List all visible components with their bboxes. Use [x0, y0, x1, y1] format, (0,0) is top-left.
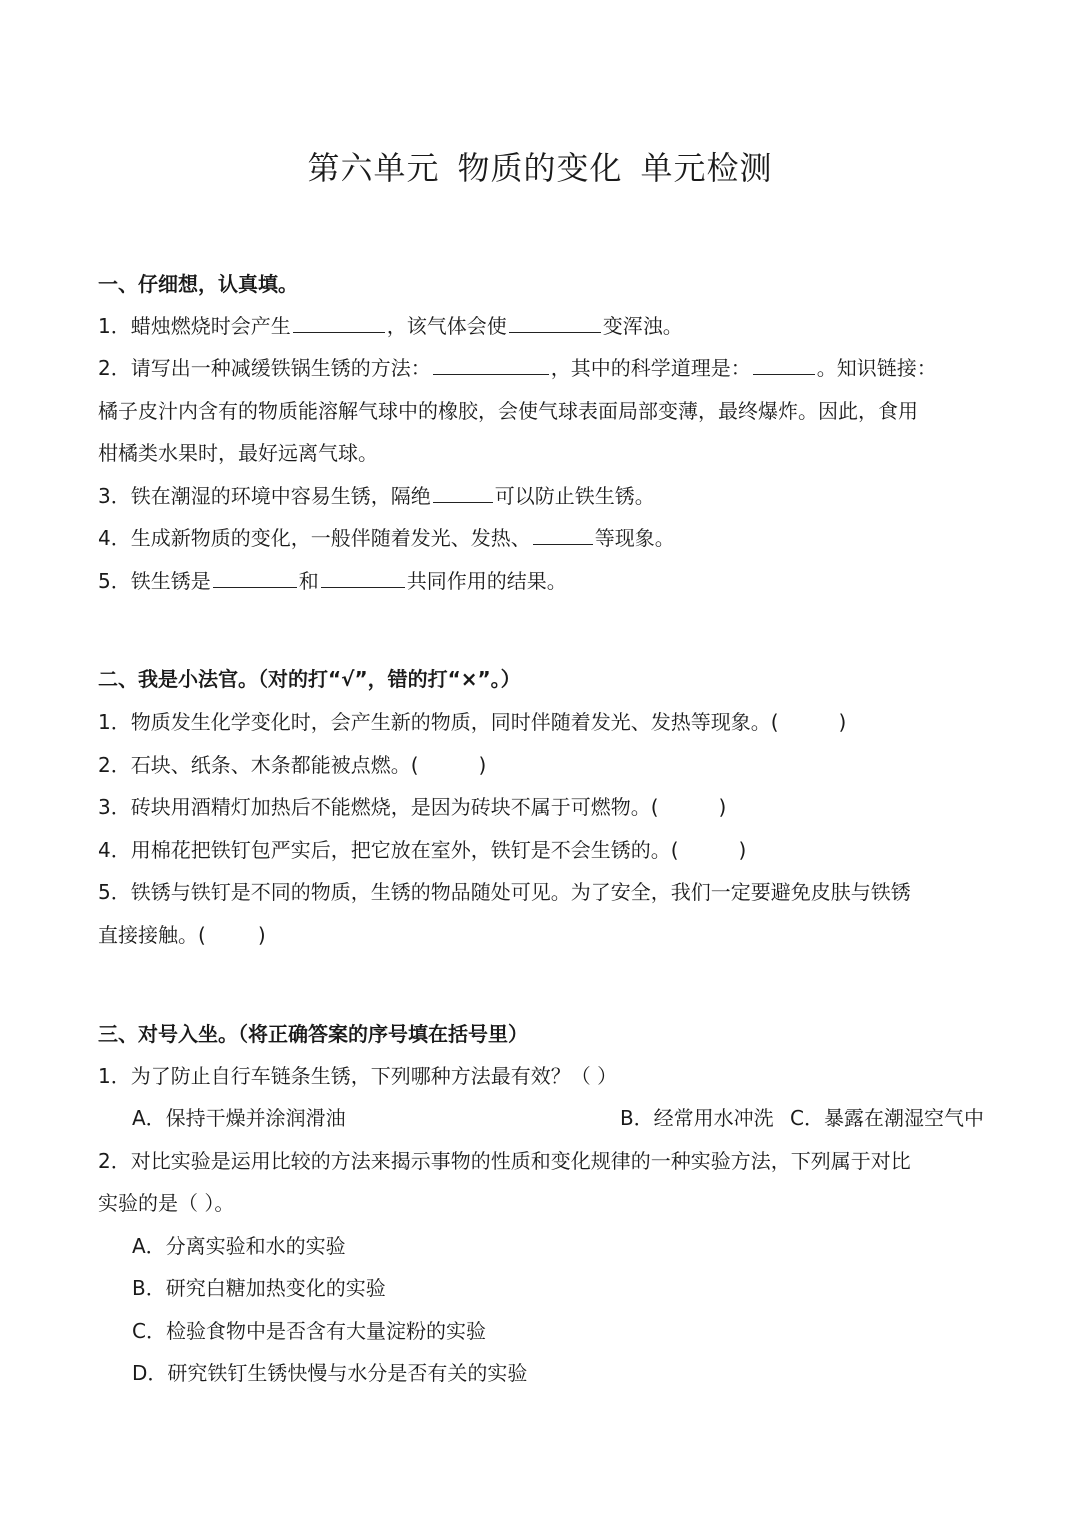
section3-q1-option-c[interactable]: C．暴露在潮湿空气中 [790, 1106, 984, 1130]
section3-q2-stem-line2: 实验的是（ ）。 [98, 1191, 235, 1215]
section2-q2: 2．石块、纸条、木条都能被点燃。( ) [98, 753, 487, 777]
title-unit: 第六单元 [307, 149, 440, 187]
section2-q3: 3．砖块用酒精灯加热后不能燃烧，是因为砖块不属于可燃物。( ) [98, 795, 727, 819]
page-title [0, 143, 1080, 193]
section2-heading: 二、我是小法官。（对的打“√”，错的打“×”。） [98, 667, 521, 691]
section1-q4: 4．生成新物质的变化，一般伴随着发光、发热、 等现象。 [98, 526, 675, 550]
title-topic: 物质的变化 [457, 149, 623, 187]
answer-blank[interactable] [321, 567, 405, 588]
section1-q1: 1．蜡烛燃烧时会产生 ，该气体会使 变浑浊。 [98, 314, 683, 338]
section2-q5-line2: 直接接触。( ) [98, 923, 266, 947]
section3-q1-stem: 1．为了防止自行车链条生锈，下列哪种方法最有效？（ ） [98, 1064, 618, 1088]
answer-blank[interactable] [213, 567, 297, 588]
section1-heading: 一、仔细想，认真填。 [98, 272, 298, 296]
section2-q5: 5．铁锈与铁钉是不同的物质，生锈的物品随处可见。为了安全，我们一定要避免皮肤与铁锈 [98, 880, 911, 904]
section1-q5: 5．铁生锈是 和 共同作用的结果。 [98, 569, 567, 593]
answer-blank[interactable] [433, 482, 493, 503]
section2-q1: 1．物质发生化学变化时，会产生新的物质，同时伴随着发光、发热等现象。( ) [98, 710, 847, 734]
section1-q3: 3．铁在潮湿的环境中容易生锈，隔绝 可以防止铁生锈。 [98, 484, 655, 508]
answer-blank[interactable] [433, 354, 549, 375]
section1-q2-line3: 柑橘类水果时，最好远离气球。 [98, 441, 378, 465]
section3-q1-option-b[interactable]: B．经常用水冲洗 [619, 1106, 774, 1130]
section3-q2-option-a[interactable]: A．分离实验和水的实验 [132, 1234, 346, 1258]
section3-q1-option-a[interactable]: A．保持干燥并涂润滑油 [132, 1106, 346, 1130]
section3-q2-option-c[interactable]: C．检验食物中是否含有大量淀粉的实验 [132, 1319, 486, 1343]
title-kind: 单元检测 [640, 149, 773, 187]
section2-q4: 4．用棉花把铁钉包严实后，把它放在室外，铁钉是不会生锈的。( ) [98, 838, 747, 862]
section3-q2-stem: 2．对比实验是运用比较的方法来揭示事物的性质和变化规律的一种实验方法，下列属于对比 [98, 1149, 911, 1173]
answer-blank[interactable] [293, 312, 385, 333]
answer-blank[interactable] [509, 312, 601, 333]
answer-blank[interactable] [753, 354, 815, 375]
section3-q1-options-bc [620, 1103, 984, 1133]
section1-q2-line2: 橘子皮汁内含有的物质能溶解气球中的橡胶，会使气球表面局部变薄，最终爆炸。因此，食用 [98, 399, 918, 423]
section3-heading: 三、对号入坐。（将正确答案的序号填在括号里） [98, 1022, 528, 1046]
section1-q2: 2．请写出一种减缓铁锅生锈的方法： ，其中的科学道理是： 。知识链接： [98, 356, 937, 380]
section3-q2-option-d[interactable]: D．研究铁钉生锈快慢与水分是否有关的实验 [132, 1361, 528, 1385]
answer-blank[interactable] [533, 524, 593, 545]
section3-q2-option-b[interactable]: B．研究白糖加热变化的实验 [132, 1276, 386, 1300]
